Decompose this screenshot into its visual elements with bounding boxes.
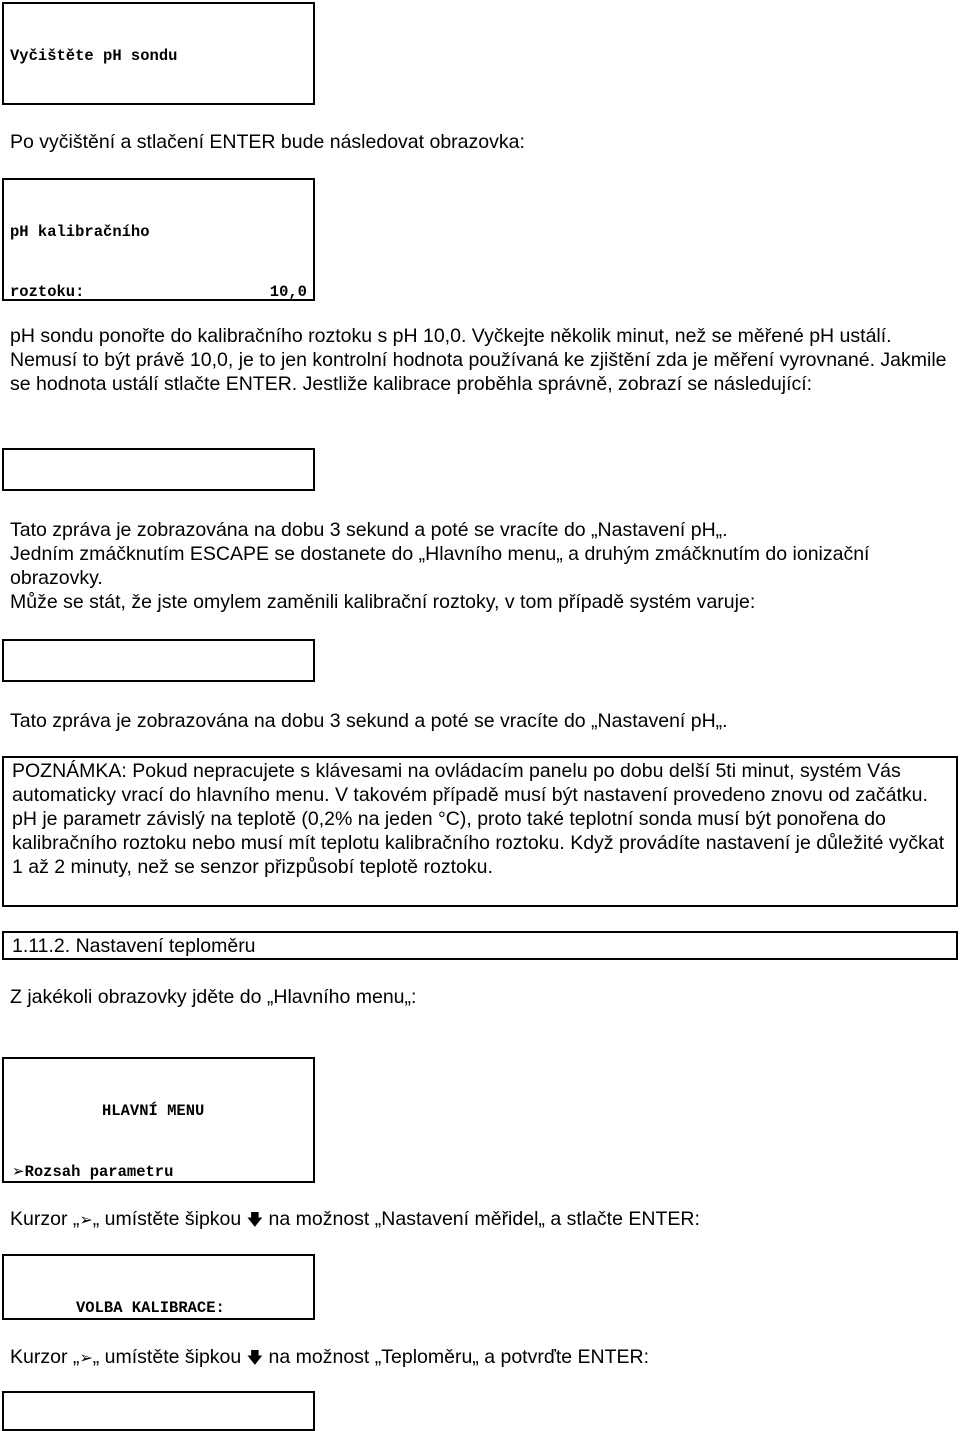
note-paragraph: POZNÁMKA: Pokud nepracujete s klávesami na ovládacím panelu po dobu delší 5ti minut, systém Vás automaticky vrací do hlavního menu. V takovém případě musí být nastavení provedeno znovu od začátku. <box>12 760 928 806</box>
arrowhead-icon: ➢ <box>79 1210 93 1229</box>
screen-title-text: VOLBA KALIBRACE: <box>76 1299 225 1317</box>
paragraph-message-duration: Tato zpráva je zobrazována na dobu 3 sekund a poté se vracíte do „Nastavení pH„. <box>10 519 728 541</box>
text-fragment: na možnost „Teploměru„ a potvrďte ENTER: <box>268 1346 650 1368</box>
text-fragment: Kurzor „ <box>10 1208 80 1230</box>
lcd-screen-calibrated <box>2 448 315 491</box>
screen-title <box>12 1101 307 1121</box>
screen-line: Vyčištěte pH sondu <box>10 47 178 65</box>
screen-title-text: HLAVNÍ MENU <box>102 1102 205 1120</box>
paragraph-escape: Jedním zmáčknutím ESCAPE se dostanete do „Hlavního menu„ a druhým zmáčknutím do ionizační obrazovky. <box>10 543 870 589</box>
menu-item-label: Rozsah parametru <box>24 1163 174 1181</box>
text-fragment: „ umístěte šipkou <box>92 1208 242 1230</box>
text-fragment: na možnost „Nastavení měřidel„ a stlačte ENTER: <box>268 1208 700 1230</box>
screen-line: pH kalibračního <box>10 223 150 241</box>
note-box <box>2 756 958 907</box>
text-fragment: „ umístěte šipkou <box>92 1346 242 1368</box>
section-heading: 1.11.2. Nastavení teploměru <box>2 931 958 960</box>
paragraph-message-duration-2: Tato zpráva je zobrazována na dobu 3 sekund a poté se vracíte do „Nastavení pH„. <box>10 710 728 732</box>
screen-line <box>10 282 307 301</box>
arrowhead-icon: ➢ <box>12 1162 25 1180</box>
lcd-screen-calibration-select <box>2 1254 315 1320</box>
screen-value: 10,0 <box>269 283 307 301</box>
lcd-screen-error <box>2 639 315 682</box>
lcd-screen-main-menu <box>2 1057 315 1183</box>
paragraph-immerse: pH sondu ponořte do kalibračního roztoku s pH 10,0. Vyčkejte několik minut, než se měřené pH ustálí. Nemusí to být právě 10,0, je to jen kontrolní hodnota používaná ke zjištění zda je měření vyrovnané. Jakmile se hodnota ustálí stlačte ENTER. Jestliže kalibrace proběhla správně, zobrazí se následující: <box>10 325 947 395</box>
paragraph-warning: Může se stát, že jste omylem zaměnili kalibrační roztoky, v tom případě systém varuje: <box>10 591 756 613</box>
lcd-screen-calibration-value <box>2 178 315 301</box>
arrowhead-icon: ➢ <box>79 1348 93 1367</box>
text-fragment: Kurzor „ <box>10 1346 80 1368</box>
lcd-screen-thermometer <box>2 1391 315 1431</box>
down-arrow-icon: 🡇 <box>246 1210 264 1229</box>
paragraph-after-rinse: Po vyčištění a stlačení ENTER bude následovat obrazovka: <box>10 131 525 153</box>
screen-title <box>12 1298 307 1318</box>
down-arrow-icon: 🡇 <box>246 1348 264 1367</box>
paragraph-cursor-instruction-2 <box>10 1345 950 1370</box>
note-paragraph: pH je parametr závislý na teplotě (0,2% na jeden °C), proto také teplotní sonda musí být ponořena do kalibračního roztoku nebo musí mít teplotu kalibračního roztoku. Když provádíte nastavení je důležité vyčkat 1 až 2 minuty, než se senzor přizpůsobí teplotě roztoku. <box>12 808 945 878</box>
paragraph-go-main-menu: Z jakékoli obrazovky jděte do „Hlavního menu„: <box>10 986 417 1008</box>
lcd-screen-rinse <box>2 2 315 105</box>
screen-label: roztoku: <box>10 283 85 301</box>
menu-item-selected <box>12 1161 307 1181</box>
paragraph-cursor-instruction <box>10 1207 950 1232</box>
